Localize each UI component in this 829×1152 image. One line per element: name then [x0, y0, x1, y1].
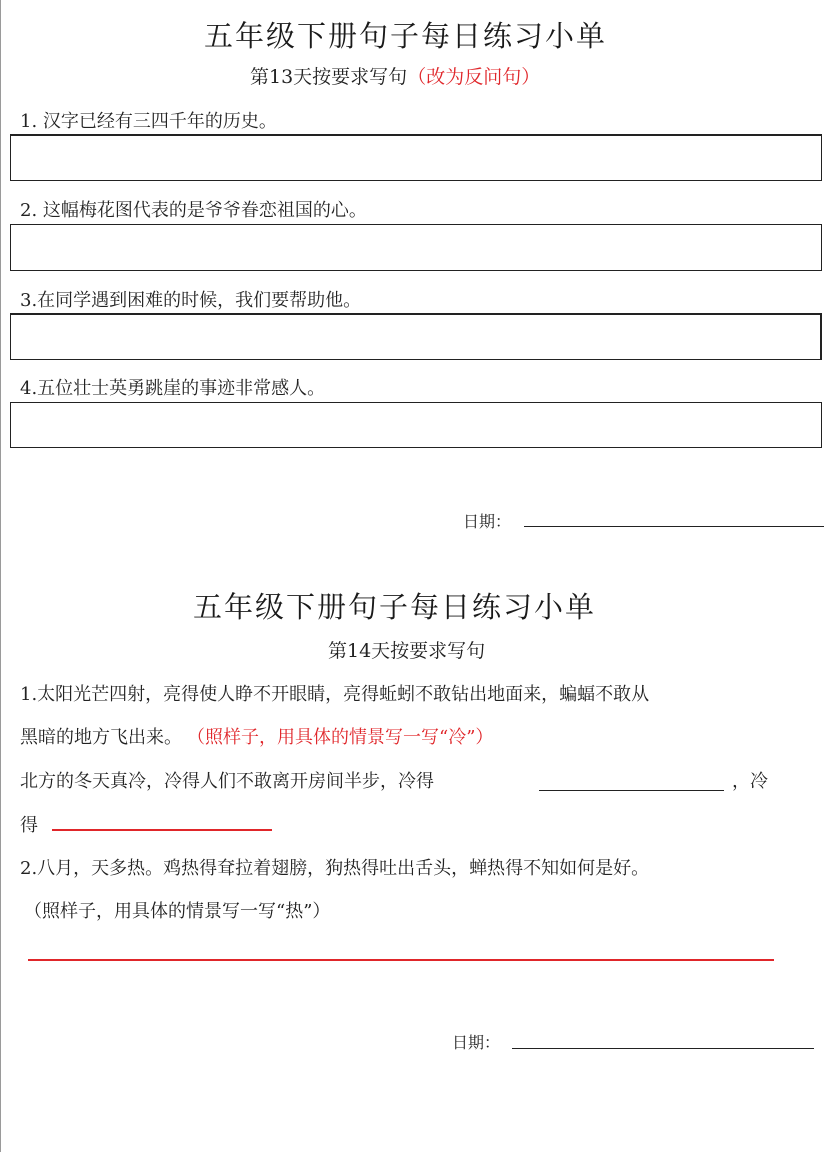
answer-box-3[interactable]	[10, 313, 822, 360]
date-label: 日期：	[463, 512, 512, 531]
worksheet-subtitle: 第14天按要求写句	[328, 640, 486, 662]
instruction-text: （改为反问句）	[407, 66, 541, 88]
date-field[interactable]	[512, 1048, 814, 1049]
answer-line[interactable]	[28, 959, 774, 961]
question-1-text-line2	[20, 723, 493, 749]
question-2-text: 2.八月，天多热。鸡热得耷拉着翅膀，狗热得吐出舌头，蝉热得不知如何是好。	[20, 858, 650, 879]
question-4: 4.五位壮士英勇跳崖的事迹非常感人。	[20, 378, 326, 399]
date-field[interactable]	[524, 526, 824, 527]
fill-sentence-separator: ，冷	[732, 771, 768, 792]
fill-blank-1[interactable]	[539, 790, 724, 791]
answer-box-1[interactable]	[10, 134, 822, 181]
instruction-text: （照样子，用具体的情景写一写“冷”）	[196, 727, 494, 748]
question-2: 2. 这幅梅花图代表的是爷爷眷恋祖国的心。	[20, 200, 367, 221]
question-1-text-line2-body: 黑暗的地方飞出来。	[20, 727, 182, 748]
question-3: 3.在同学遇到困难的时候，我们要帮助他。	[20, 290, 362, 311]
day-label: 第13天按要求写句	[250, 66, 408, 88]
page-left-border	[0, 0, 1, 1152]
answer-box-2[interactable]	[10, 224, 822, 271]
instruction-text: （照样子，用具体的情景写一写“热”）	[24, 901, 331, 922]
page-title: 五年级下册句子每日练习小单	[193, 590, 597, 624]
question-1-text-line1: 1.太阳光芒四射，亮得使人睁不开眼睛，亮得蚯蚓不敢钻出地面来，蝙蝠不敢从	[20, 684, 650, 705]
fill-sentence-part-a: 北方的冬天真冷，冷得人们不敢离开房间半步，冷得	[20, 771, 434, 792]
fill-blank-2[interactable]	[52, 829, 272, 831]
fill-sentence-part-b: 得	[20, 815, 38, 836]
date-label: 日期：	[452, 1033, 501, 1052]
question-1: 1. 汉字已经有三四千年的历史。	[20, 111, 277, 132]
answer-box-4[interactable]	[10, 402, 822, 448]
worksheet-subtitle	[250, 62, 540, 89]
page-title: 五年级下册句子每日练习小单	[204, 19, 608, 53]
